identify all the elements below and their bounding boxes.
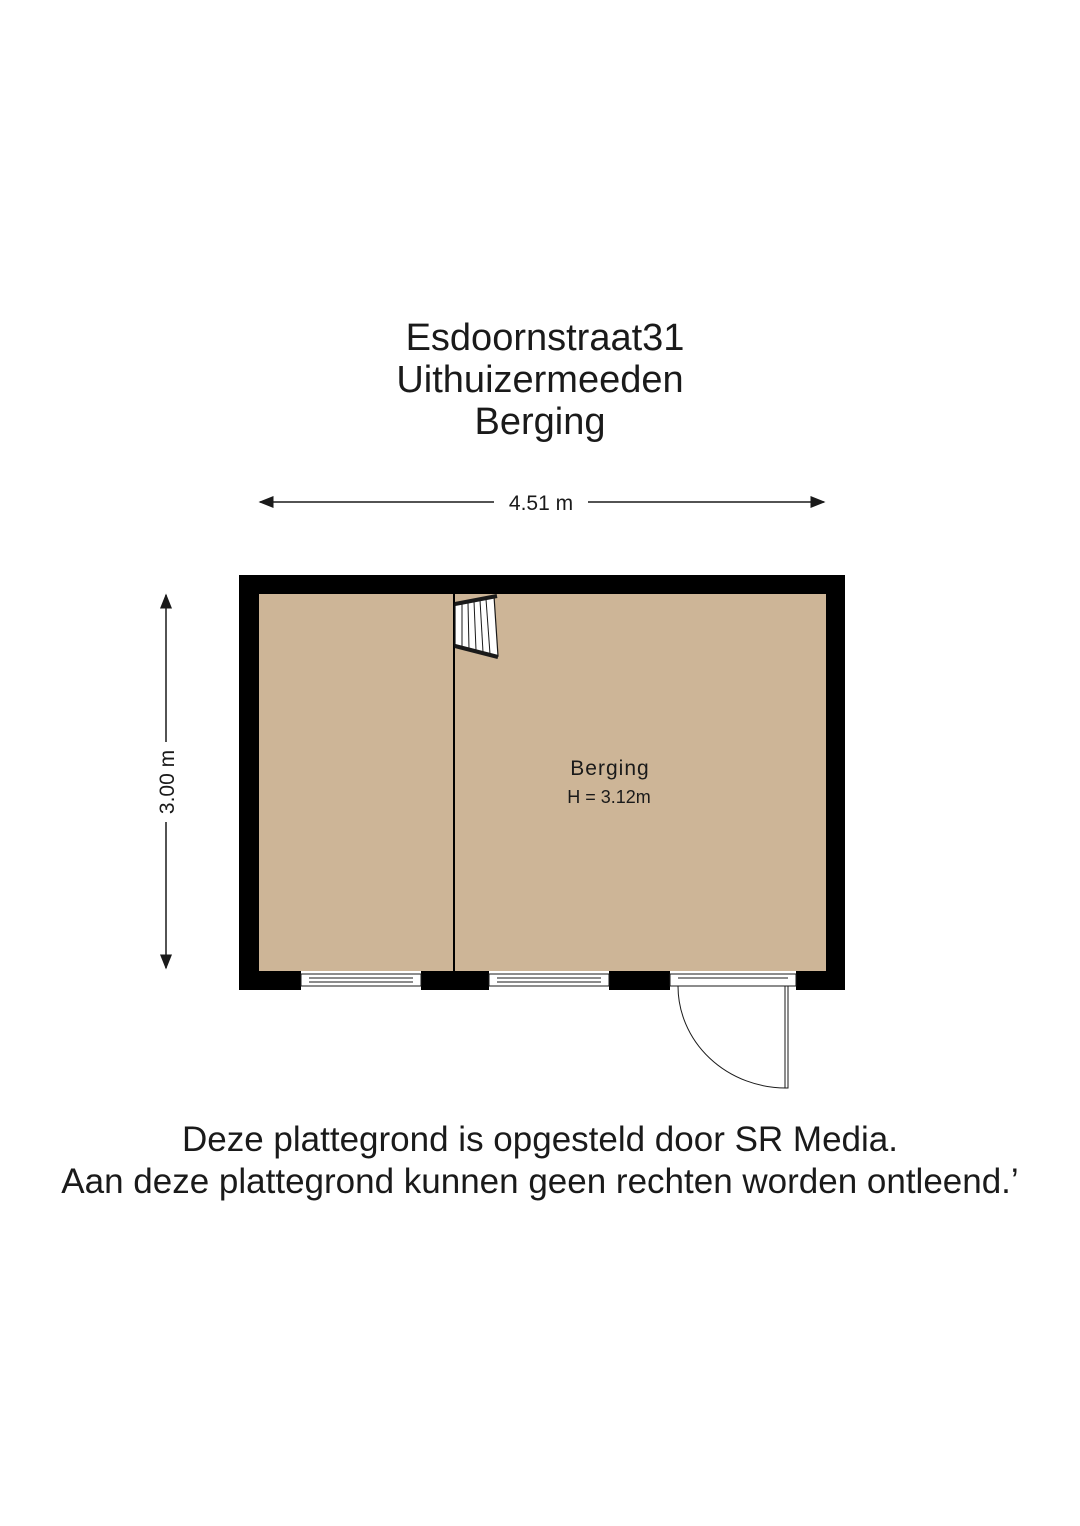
wall-right: [826, 575, 845, 990]
address-title: Esdoornstraat31: [405, 317, 685, 359]
width-dimension: [260, 492, 824, 515]
disclaimer-line-2: Aan deze plattegrond kunnen geen rechten worden ontleend.’: [61, 1162, 1019, 1201]
ladder-icon: [455, 596, 498, 657]
height-label: 3.00 m: [156, 749, 179, 815]
floor-area: [258, 593, 826, 971]
door-leaf: [785, 986, 788, 1088]
wall-left: [239, 575, 259, 990]
room-name: Berging: [570, 757, 650, 780]
wall-bottom-segment: [239, 971, 301, 990]
width-label: 4.51 m: [508, 492, 574, 515]
disclaimer-line-1: Deze plattegrond is opgesteld door SR Media.: [182, 1120, 898, 1159]
window: [489, 974, 609, 986]
wall-bottom-segment: [421, 971, 489, 990]
door-swing-arc: [678, 986, 786, 1088]
room-height: H = 3.12m: [567, 787, 651, 807]
floor-title: Berging: [474, 401, 606, 443]
wall-bottom-segment: [796, 971, 845, 990]
wall-bottom-segment: [609, 971, 670, 990]
wall-top: [239, 575, 845, 594]
city-title: Uithuizermeeden: [396, 359, 684, 401]
door: [670, 974, 796, 1088]
height-dimension: [156, 595, 179, 968]
window: [301, 974, 421, 986]
